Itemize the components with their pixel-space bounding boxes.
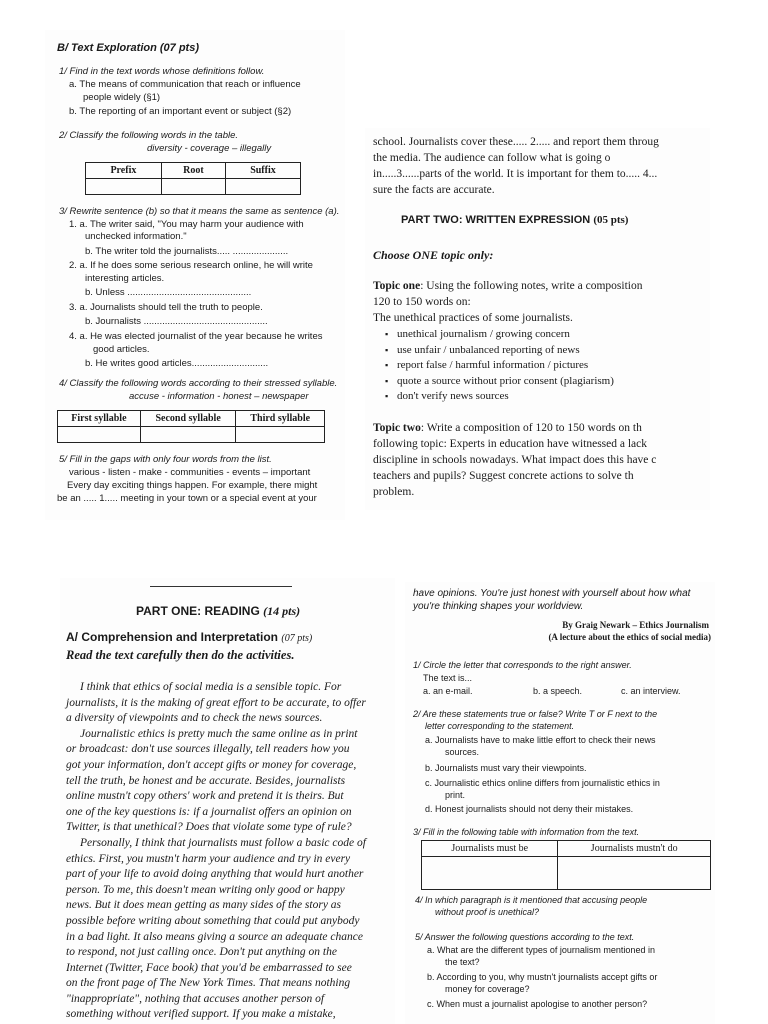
col-suffix: Suffix [225, 163, 300, 179]
passage-line: journalists, it is the making of great effort to be accurate, to offer [66, 696, 366, 709]
page-comprehension-questions [405, 582, 715, 1024]
passage-line: tell the truth, be honest and be accurate. Besides, journalists [66, 774, 346, 787]
topic-one-line-2: 120 to 150 words on: [373, 296, 471, 308]
question-5: 5/ Answer the following questions according to the text. [415, 932, 635, 942]
lecture-note: (A lecture about the ethics of social media) [548, 632, 711, 642]
col-second-syllable: Second syllable [140, 411, 236, 427]
passage-line: something without verified support. If you make a mistake, [66, 1008, 336, 1021]
instruction-4: 4/ Classify the following words according to their stressed syllable. [59, 378, 338, 389]
question-2-cont: letter corresponding to the statement. [425, 721, 575, 731]
statement-c-cont: print. [445, 790, 466, 800]
reading-passage [66, 680, 396, 1023]
table-prefix-root-suffix [85, 162, 301, 195]
read-instruction: Read the text carefully then do the activities. [66, 648, 295, 662]
col-root: Root [161, 163, 225, 179]
option-b: b. a speech. [533, 686, 583, 696]
sentence-4a: 4. a. He was elected journalist of the year because he writes [69, 331, 323, 342]
statement-b: b. Journalists must vary their viewpoints. [425, 763, 587, 773]
passage-line: online mustn't copy others' work and pretend it is theirs. But [66, 790, 344, 803]
header-rule [150, 586, 292, 587]
page-text-exploration [45, 30, 345, 520]
text-line-4: sure the facts are accurate. [373, 184, 495, 196]
table-journalists [421, 840, 711, 890]
passage-line: one of the key questions is: if a journalist offers an opinion on [66, 805, 352, 818]
item-1a: a. The means of communication that reach or influence [69, 79, 301, 90]
sentence-2b: b. Unless ............................................... [85, 287, 252, 298]
question-3: 3/ Fill in the following table with information from the text. [413, 827, 640, 837]
passage-line: person. To me, this doesn't mean writing only good or happy [66, 883, 345, 896]
part-two-title: PART TWO: WRITTEN EXPRESSION (05 pts) [401, 214, 629, 226]
word-list-4: accuse - information - honest – newspaper [129, 391, 309, 402]
topic-two: Topic two: Write a composition of 120 to 150 words on th [373, 422, 642, 434]
note-item: ▪ report false / harmful information / pictures [365, 358, 614, 374]
text-line-1: school. Journalists cover these..... 2..... and report them throug [373, 136, 659, 148]
instruction-3: 3/ Rewrite sentence (b) so that it means the same as sentence (a). [59, 206, 340, 217]
sentence-2a: 2. a. If he does some serious research online, he will write [69, 260, 313, 271]
page-reading [60, 578, 395, 1024]
passage-line: I think that ethics of social media is a sensible topic. For [80, 681, 342, 693]
topic-one-line-3: The unethical practices of some journalists. [373, 312, 573, 324]
question-5a-cont: the text? [445, 957, 480, 967]
section-a-title: A/ Comprehension and Interpretation (07 pts) [66, 630, 313, 644]
question-5a: a. What are the different types of journalism mentioned in [427, 945, 655, 955]
option-c: c. an interview. [621, 686, 681, 696]
instruction-2: 2/ Classify the following words in the table. [59, 130, 239, 141]
passage-line: a diversity of viewpoints and to check the news sources. [66, 712, 323, 725]
passage-line: possible before writing about something that could put anybody [66, 914, 360, 927]
passage-line: to respond, not just calling once. Don't put anything on the [66, 946, 337, 959]
passage-line: news. But it does mean getting as many sides of the story as [66, 899, 342, 912]
word-list-5: various - listen - make - communities - events – important [69, 467, 311, 478]
passage-line: or broadcast: don't use sources illegally, tell readers how you [66, 743, 350, 756]
notes-list [365, 327, 614, 405]
section-title: B/ Text Exploration (07 pts) [57, 42, 200, 54]
col-prefix: Prefix [86, 163, 162, 179]
col-first-syllable: First syllable [58, 411, 141, 427]
topic-two-line-2: following topic: Experts in education have witnessed a lack [373, 438, 648, 450]
sentence-4b: b. He writes good articles............................. [85, 358, 269, 369]
passage-line: in a bad light. It also means giving a source an adequate chance [66, 930, 363, 943]
text-line-3: in.....3......parts of the world. It is important for them to..... 4... [373, 168, 658, 180]
sentence-3b: b. Journalists ............................................... [85, 316, 268, 327]
question-4: 4/ In which paragraph is it mentioned that accusing people [415, 895, 648, 905]
note-item: ▪ unethical journalism / growing concern [365, 327, 614, 343]
passage-line: on the front page of The New York Times. That means nothing [66, 977, 351, 990]
question-2: 2/ Are these statements true or false? Write T or F next to the [413, 709, 658, 719]
gap-text-line-1: Every day exciting things happen. For example, there might [67, 480, 318, 491]
topic-two-line-4: teachers and pupils? Suggest concrete actions to solve th [373, 470, 634, 482]
note-item: ▪ don't verify news sources [365, 389, 614, 405]
item-1b: b. The reporting of an important event or subject (§2) [69, 106, 292, 117]
passage-line: got your information, don't accept gifts or money for coverage, [66, 758, 357, 771]
sentence-1a-cont: unchecked information." [85, 231, 187, 242]
instruction-1: 1/ Find in the text words whose definitions follow. [59, 66, 265, 77]
question-1-stem: The text is... [423, 673, 473, 683]
gap-text-line-2: be an ..... 1..... meeting in your town or a special event at your [57, 493, 317, 504]
col-third-syllable: Third syllable [236, 411, 325, 427]
sentence-1a: 1. a. The writer said, "You may harm your audience with [69, 219, 304, 230]
page-written-expression [365, 128, 710, 510]
topic-two-line-5: problem. [373, 486, 415, 498]
statement-c: c. Journalistic ethics online differs from journalistic ethics in [425, 778, 660, 788]
passage-line: Twitter, is that unethical? Does that violate some type of rule? [66, 821, 352, 834]
passage-line: ethics. First, you mustn't harm your audience and try in every [66, 852, 351, 865]
passage-line: "inappropriate", nothing that accuses another person of [66, 992, 325, 1005]
passage-end-line-2: you're thinking shapes your worldview. [413, 601, 584, 612]
question-5b-cont: money for coverage? [445, 984, 530, 994]
question-5b: b. According to you, why mustn't journalists accept gifts or [427, 972, 658, 982]
statement-d: d. Honest journalists should not deny their mistakes. [425, 804, 634, 814]
author-credit: By Graig Newark – Ethics Journalism [562, 620, 709, 630]
question-4-cont: without proof is unethical? [435, 907, 540, 917]
sentence-1b: b. The writer told the journalists..... ..................... [85, 246, 289, 257]
passage-line: Journalistic ethics is pretty much the same online as in print [80, 727, 358, 740]
topic-one: Topic one: Using the following notes, write a composition [373, 280, 643, 292]
part-one-title: PART ONE: READING (14 pts) [136, 604, 301, 618]
topic-two-line-3: discipline in schools nowadays. What impact does this have c [373, 454, 657, 466]
instruction-5: 5/ Fill in the gaps with only four words from the list. [59, 454, 272, 465]
sentence-3a: 3. a. Journalists should tell the truth to people. [69, 302, 263, 313]
note-item: ▪ quote a source without prior consent (plagiarism) [365, 374, 614, 390]
question-1: 1/ Circle the letter that corresponds to the right answer. [413, 660, 632, 670]
option-a: a. an e-mail. [423, 686, 473, 696]
statement-a-cont: sources. [445, 747, 480, 757]
item-1a-cont: people widely (§1) [83, 92, 161, 103]
word-list-2: diversity - coverage – illegally [147, 143, 272, 154]
note-item: ▪ use unfair / unbalanced reporting of news [365, 343, 614, 359]
passage-line: part of your life to avoid doing anything that would hurt another [66, 868, 364, 881]
table-stressed-syllable [57, 410, 325, 443]
sentence-2a-cont: interesting articles. [85, 273, 165, 284]
col-mustnt-do: Journalists mustn't do [558, 841, 711, 857]
sentence-4a-cont: good articles. [93, 344, 150, 355]
passage-end-line-1: have opinions. You're just honest with yourself about how what [413, 588, 691, 599]
col-must-be: Journalists must be [422, 841, 558, 857]
text-line-2: the media. The audience can follow what is going o [373, 152, 611, 164]
statement-a: a. Journalists have to make little effort to check their news [425, 735, 656, 745]
question-5c: c. When must a journalist apologise to another person? [427, 999, 648, 1009]
choose-instruction: Choose ONE topic only: [373, 248, 494, 262]
passage-line: Personally, I think that journalists must follow a basic code of [80, 836, 366, 849]
passage-line: Internet (Twitter, Face book) that you'd be embarrassed to see [66, 961, 352, 974]
